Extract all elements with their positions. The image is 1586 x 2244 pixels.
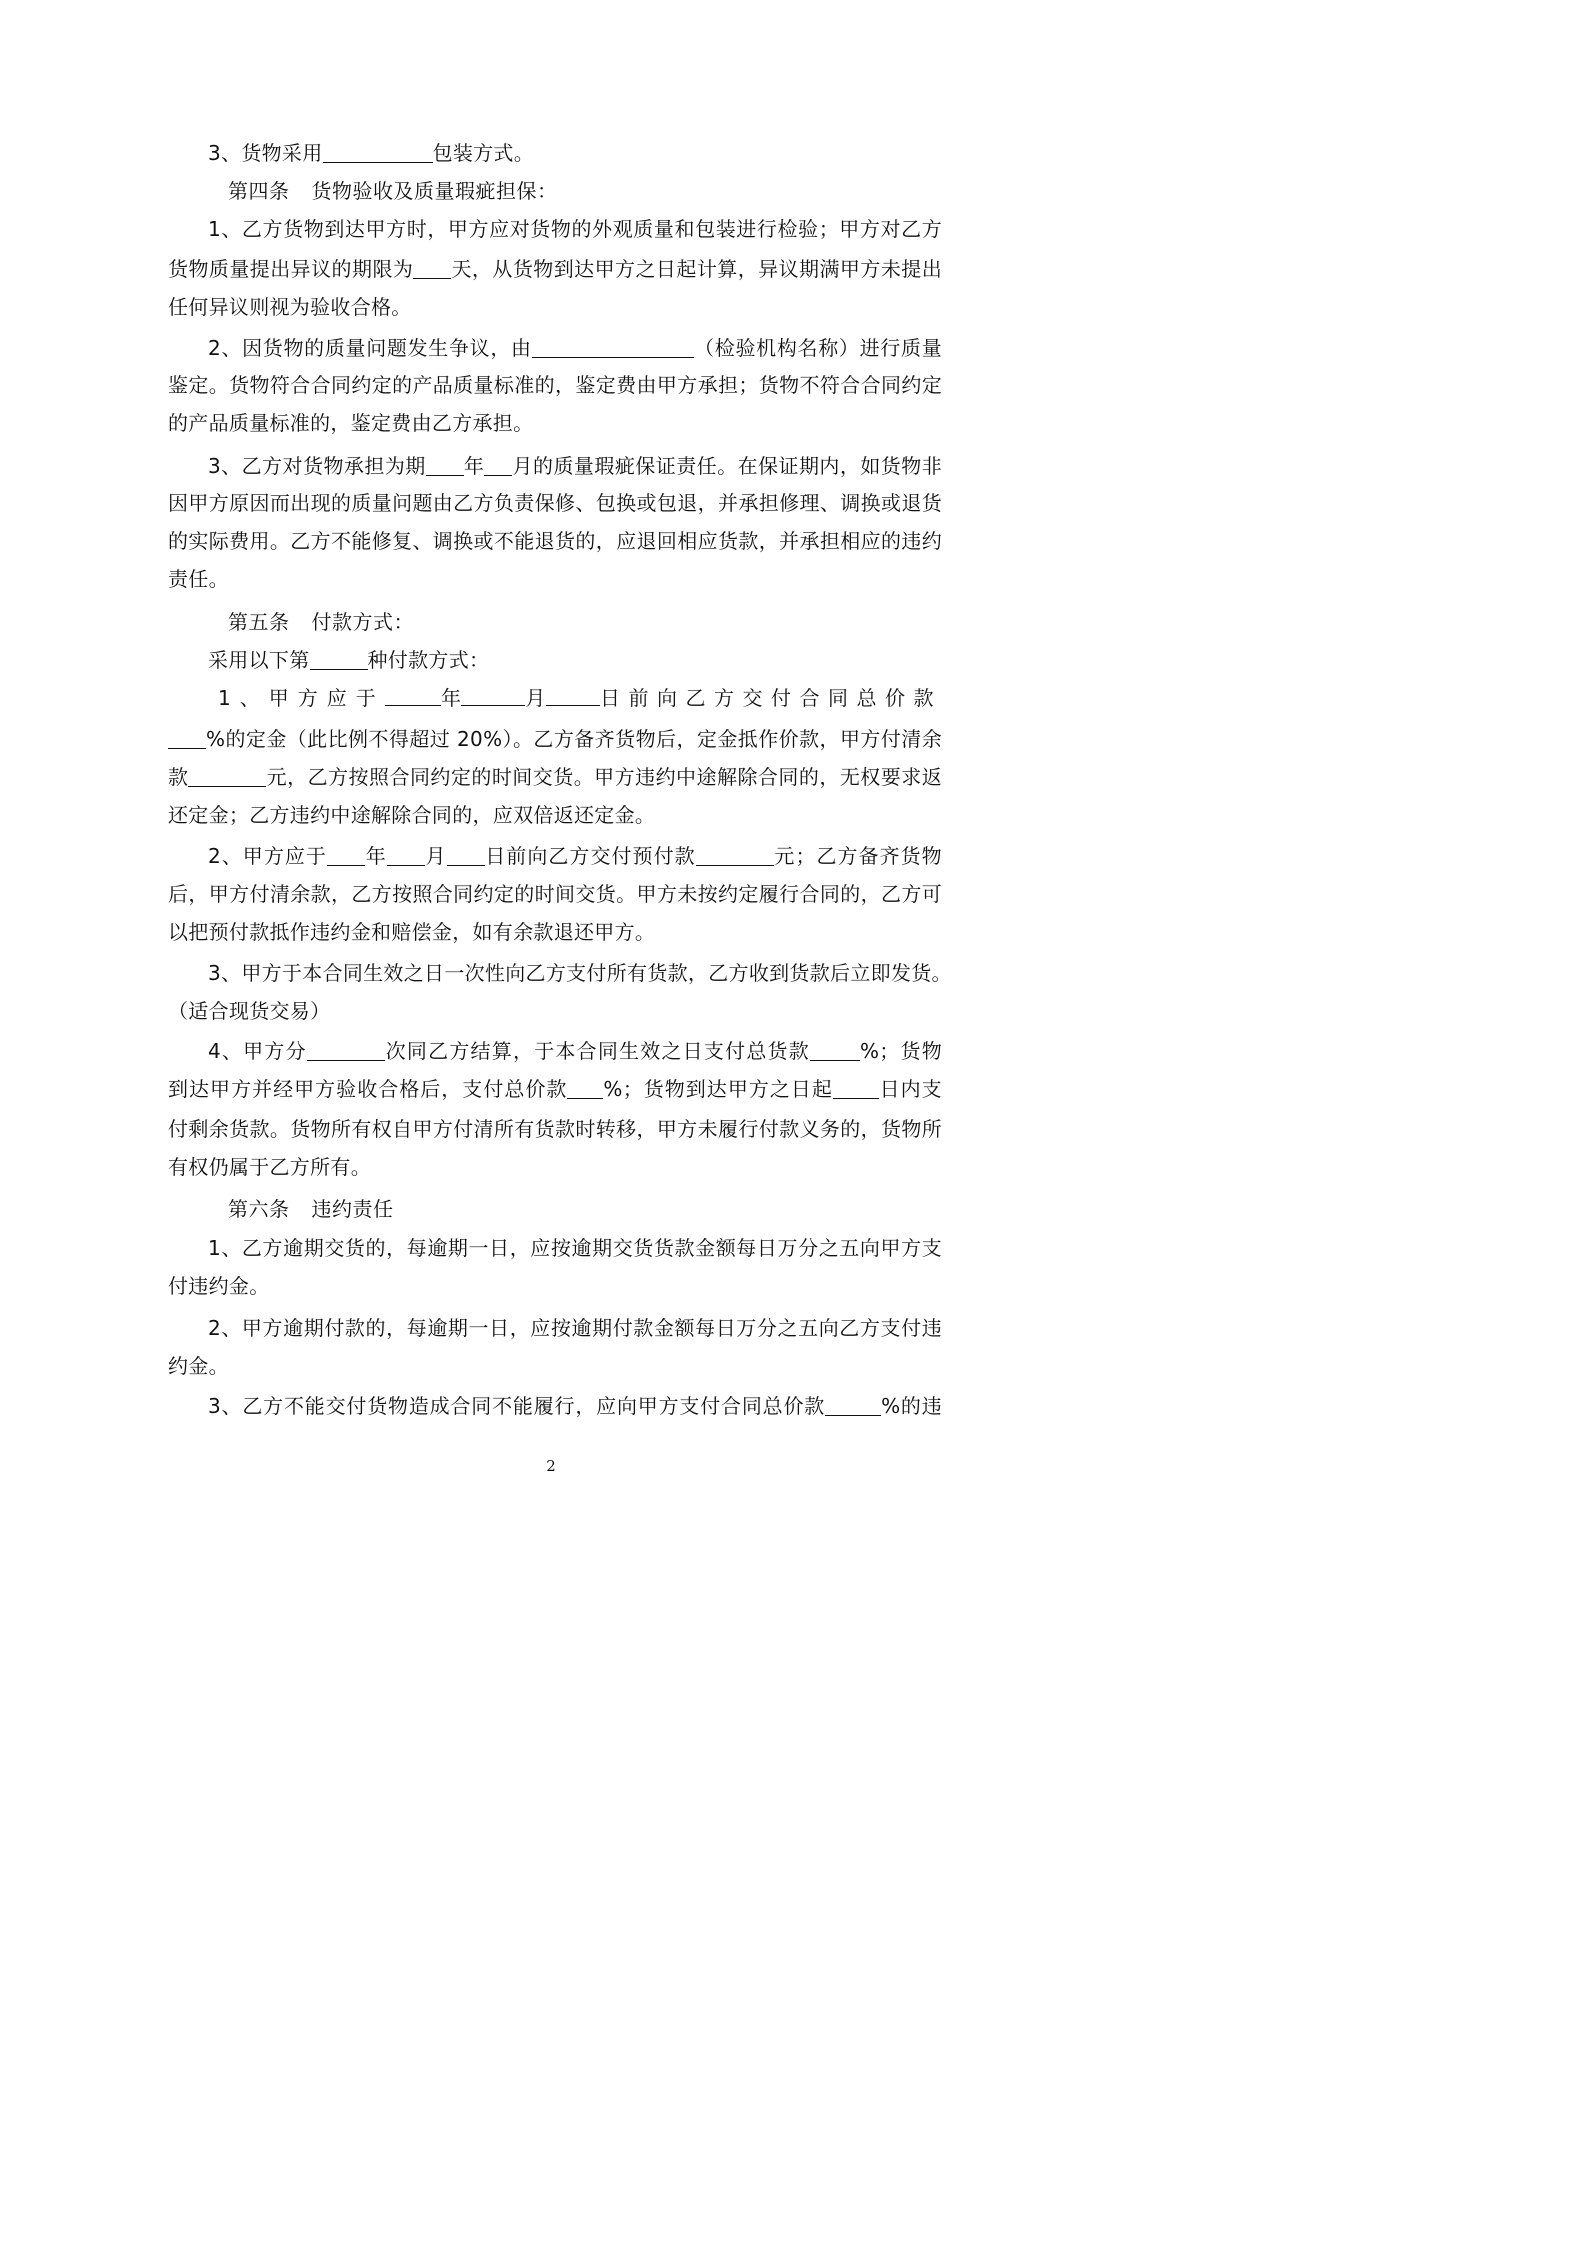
text: 日前向乙方交付预付款 [484,844,696,868]
fill-blank [696,843,774,866]
text-line: 有权仍属于乙方所有。 [168,1155,371,1179]
fill-blank [833,1076,879,1099]
fill-blank [825,1393,881,1416]
text-line: 付违约金。 [168,1274,270,1298]
article-number: 第四条 [228,179,290,203]
text: 3、货物采用 [208,141,323,165]
text: 年 [364,844,387,868]
fill-blank [188,764,266,787]
text-line: 因甲方原因而出现的质量问题由乙方负责保修、包换或包退，并承担修理、调换或退货 [168,491,942,515]
text: 年 [463,454,485,478]
text-line [208,841,942,871]
text-line: 以把预付款抵作违约金和赔偿金，如有余款退还甲方。 [168,920,656,944]
fill-blank [413,256,451,279]
text: 款 [168,765,189,789]
text-line [208,1036,942,1066]
text-line: （适合现货交易） [168,999,331,1023]
text-line: 鉴定。货物符合合同约定的产品质量标准的，鉴定费由甲方承担；货物不符合合同约定 [168,373,942,397]
article-heading [228,1194,928,1224]
text-line [208,138,908,168]
text-line [218,683,942,713]
text-line: 3、甲方于本合同生效之日一次性向乙方支付所有货款，乙方收到货款后立即发货。 [208,961,952,985]
text-line [168,254,942,284]
fill-blank [461,683,525,706]
text: 日内支 [878,1077,942,1101]
text: 种付款方式： [367,648,490,672]
article-heading [228,176,928,206]
fill-blank [387,843,425,866]
text: 月 [424,844,447,868]
text: 2、因货物的质量问题发生争议，由 [208,336,532,360]
text: %；货物 [859,1039,942,1063]
text-line [208,333,942,363]
text: 货物质量提出异议的期限为 [168,257,414,281]
text-line [168,762,942,792]
text-line [208,451,942,481]
text-line [208,1391,942,1421]
article-number: 第五条 [228,610,290,634]
text: （检验机构名称）进行质量 [693,336,942,360]
fill-blank [447,843,485,866]
text: 3、乙方不能交付货物造成合同不能履行，应向甲方支付合同总价款 [208,1394,826,1418]
text: 元，乙方按照合同约定的时间交货。甲方违约中途解除合同的，无权要求返 [266,765,942,789]
text-line: 还定金；乙方违约中途解除合同的，应双倍返还定金。 [168,803,656,827]
text: 月 [525,686,546,710]
text: %的定金（此比例不得超过 20%）。乙方备齐货物后，定金抵作价款，甲方付清余 [206,727,942,751]
fill-blank [168,726,206,749]
text-line [208,645,908,675]
text: 1、甲方应于 [218,686,385,710]
document-page [0,0,1102,1559]
text: %；货物到达甲方之日起 [603,1077,833,1101]
fill-blank [567,1076,603,1099]
text: 日前向乙方交付合同总价款 [599,686,942,710]
text-line [168,1074,942,1104]
text: 次同乙方结算，于本合同生效之日支付总货款 [384,1039,810,1063]
text: 到达甲方并经甲方验收合格后，支付总价款 [168,1077,568,1101]
text: 采用以下第 [208,648,310,672]
text-line: 付剩余货款。货物所有权自甲方付清所有货款时转移，甲方未履行付款义务的，货物所 [168,1117,942,1141]
text-line: 责任。 [168,567,229,591]
text-line: 1、乙方逾期交货的，每逾期一日，应按逾期交货货款金额每日万分之五向甲方支 [208,1236,942,1260]
text-line: 的实际费用。乙方不能修复、调换或不能退货的，应退回相应货款，并承担相应的违约 [168,529,942,553]
text-line: 后，甲方付清余款，乙方按照合同约定的时间交货。甲方未按约定履行合同的，乙方可 [168,882,942,906]
fill-blank [307,1038,385,1061]
fill-blank [385,683,441,706]
fill-blank [426,453,464,476]
text: 包装方式。 [432,141,535,165]
text-line: 2、甲方逾期付款的，每逾期一日，应按逾期付款金额每日万分之五向乙方支付违 [208,1316,942,1340]
article-title: 付款方式： [311,610,414,634]
text: 年 [441,686,462,710]
text: %的违 [881,1394,942,1418]
text: 月的质量瑕疵保证责任。在保证期内，如货物非 [512,454,942,478]
fill-blank [323,140,433,163]
text-line [168,724,942,754]
article-title: 违约责任 [311,1197,394,1221]
text: 天，从货物到达甲方之日起计算，异议期满甲方未提出 [451,257,943,281]
text: 4、甲方分 [208,1039,307,1063]
text: 3、乙方对货物承担为期 [208,454,426,478]
text-line: 的产品质量标准的，鉴定费由乙方承担。 [168,411,534,435]
fill-blank [532,335,694,358]
fill-blank [546,683,600,706]
fill-blank [810,1038,860,1061]
fill-blank [327,843,365,866]
page-number: 2 [546,1457,556,1475]
text: 元；乙方备齐货物 [773,844,942,868]
text-line: 1、乙方货物到达甲方时，甲方应对货物的外观质量和包装进行检验；甲方对乙方 [208,217,942,241]
fill-blank [484,453,512,476]
text: 2、甲方应于 [208,844,327,868]
text-line: 任何异议则视为验收合格。 [168,295,412,319]
article-heading [228,607,928,637]
article-title: 货物验收及质量瑕疵担保： [311,179,558,203]
text-line: 约金。 [168,1354,229,1378]
article-number: 第六条 [228,1197,290,1221]
fill-blank [310,647,368,670]
